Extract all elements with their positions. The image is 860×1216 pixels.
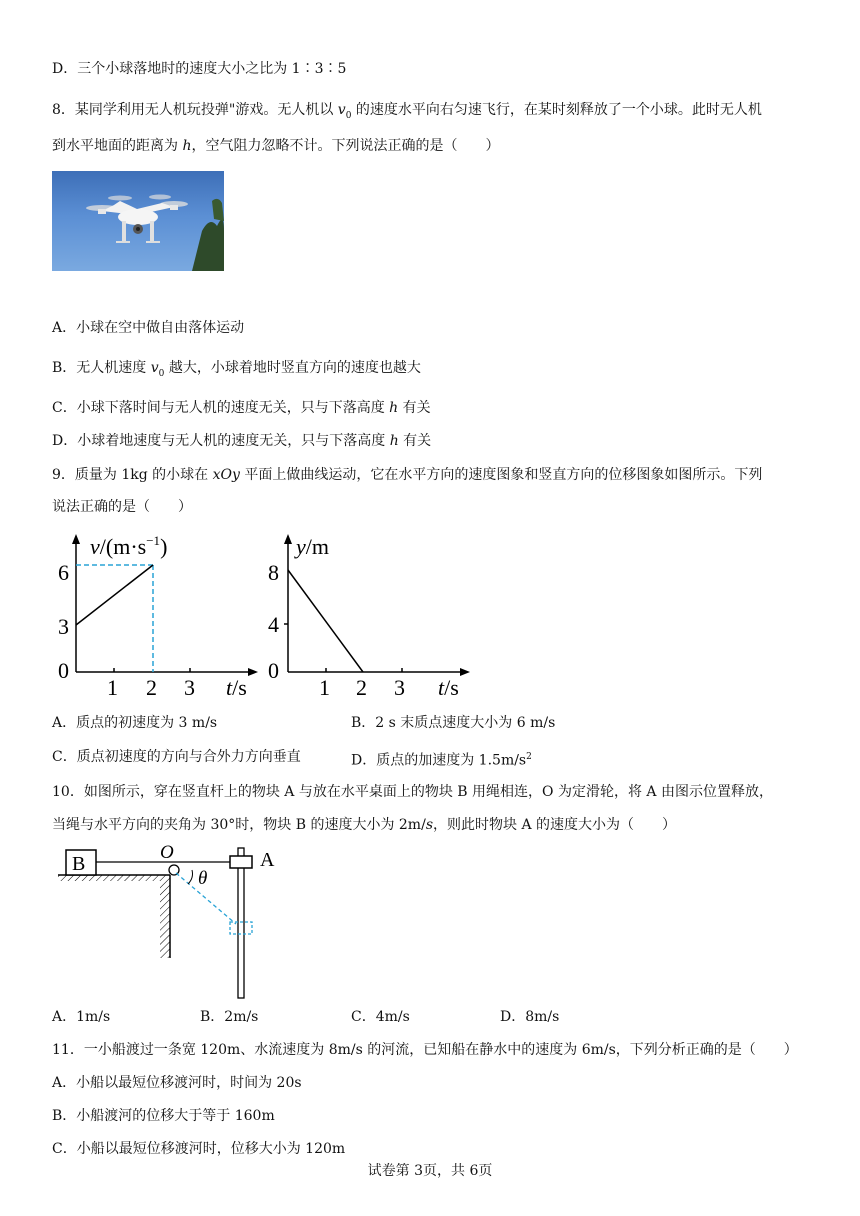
velocity-time-graph xyxy=(40,528,265,703)
graph2-xtick-2: 2 xyxy=(356,675,367,700)
y-axis-arrow xyxy=(72,534,80,544)
graph1-xtick-2: 2 xyxy=(146,675,157,700)
q9-option-b: B．2 s 末质点速度大小为 6 m/s xyxy=(351,715,556,731)
page-footer: 试卷第 3页，共 6页 xyxy=(367,1163,493,1179)
displacement-line xyxy=(288,570,363,672)
label-a: A xyxy=(260,849,275,871)
velocity-line xyxy=(76,565,153,625)
displacement-time-graph xyxy=(252,528,477,703)
q10-stem-line1: 10．如图所示，穿在竖直杆上的物块 A 与放在水平桌面上的物块 B 用绳相连，O 为定滑轮，将 A 由图示位置释放， xyxy=(52,784,773,800)
graph2-ytick-8: 8 xyxy=(268,560,279,585)
graph2-ytick-4: 4 xyxy=(268,612,279,637)
q9-option-d: D．质点的加速度为 $1.5m/s^2$ xyxy=(351,752,532,769)
q10-option-a: A．1m/s xyxy=(52,1009,111,1025)
q9-stem-line1: 9．质量为 1kg 的小球在 xOy 平面上做曲线运动，它在水平方向的速度图象和竖直方向的位移图象如图所示。下列 xyxy=(52,467,763,483)
graph1-ytick-6: 6 xyxy=(58,560,69,585)
q9-option-c: C．质点初速度的方向与合外力方向垂直 xyxy=(52,749,301,765)
q10-option-b: B．2m/s xyxy=(200,1009,259,1025)
q8-stem-line1: 8．某同学利用无人机玩投弹"游戏。无人机以 $v_0$ 的速度水平向右匀速飞行，在某时刻释放了一个小球。此时无人机 xyxy=(52,102,762,121)
graph2-xtick-1: 1 xyxy=(319,675,330,700)
q11-stem: 11．一小船渡过一条宽 120m、水流速度为 8m/s 的河流，已知船在静水中的速度为 6m/s，下列分析正确的是（ ） xyxy=(52,1042,798,1058)
q8-stem-line2: 到水平地面的距离为 h，空气阻力忽略不计。下列说法正确的是（ ） xyxy=(52,138,500,154)
drone-photo xyxy=(52,171,224,271)
label-o: O xyxy=(160,842,174,863)
graph1-ylabel: $v/(m\cdot s^{-1})$ xyxy=(90,533,168,559)
q10-option-c: C．4m/s xyxy=(351,1009,410,1025)
graph1-ytick-0: 0 xyxy=(58,658,69,683)
drone-illustration xyxy=(52,171,224,271)
graph2-xlabel: t/s xyxy=(438,675,459,700)
q9-option-a: A．质点的初速度为 3 m/s xyxy=(52,715,218,731)
graph1-xtick-3: 3 xyxy=(184,675,195,700)
graph2-ytick-0: 0 xyxy=(268,658,279,683)
q10-option-d: D．8m/s xyxy=(500,1009,560,1025)
label-b: B xyxy=(72,853,86,875)
q11-option-b: B．小船渡河的位移大于等于 160m xyxy=(52,1108,275,1124)
graph2-xtick-3: 3 xyxy=(394,675,405,700)
q8-option-b: B．无人机速度 $v_0$ 越大，小球着地时竖直方向的速度也越大 xyxy=(52,360,421,379)
q7-option-d: D．三个小球落地时的速度大小之比为 1∶3∶5 xyxy=(52,61,347,77)
q9-stem-line2: 说法正确的是（ ） xyxy=(52,499,192,515)
q11-option-a: A．小船以最短位移渡河时，时间为 20s xyxy=(52,1075,302,1091)
graph1-xtick-1: 1 xyxy=(107,675,118,700)
q8-option-a: A．小球在空中做自由落体运动 xyxy=(52,320,245,336)
q8-option-d: D．小球着地速度与无人机的速度无关，只与下落高度 h 有关 xyxy=(52,433,432,449)
graph1-ytick-3: 3 xyxy=(58,614,69,639)
pulley-diagram xyxy=(52,840,292,1000)
graph2-ylabel: y/m xyxy=(296,534,329,559)
q11-option-c: C．小船以最短位移渡河时，位移大小为 120m xyxy=(52,1141,346,1157)
q8-option-c: C．小球下落时间与无人机的速度无关，只与下落高度 h 有关 xyxy=(52,400,431,416)
graph1-xlabel: t/s xyxy=(226,675,247,700)
q10-stem-line2: 当绳与水平方向的夹角为 30°时，物块 B 的速度大小为 2m/s，则此时物块 A 的速度大小为（ ） xyxy=(52,817,677,833)
label-theta: θ xyxy=(198,868,208,889)
block-a xyxy=(230,856,252,868)
vertical-rod xyxy=(238,848,244,998)
